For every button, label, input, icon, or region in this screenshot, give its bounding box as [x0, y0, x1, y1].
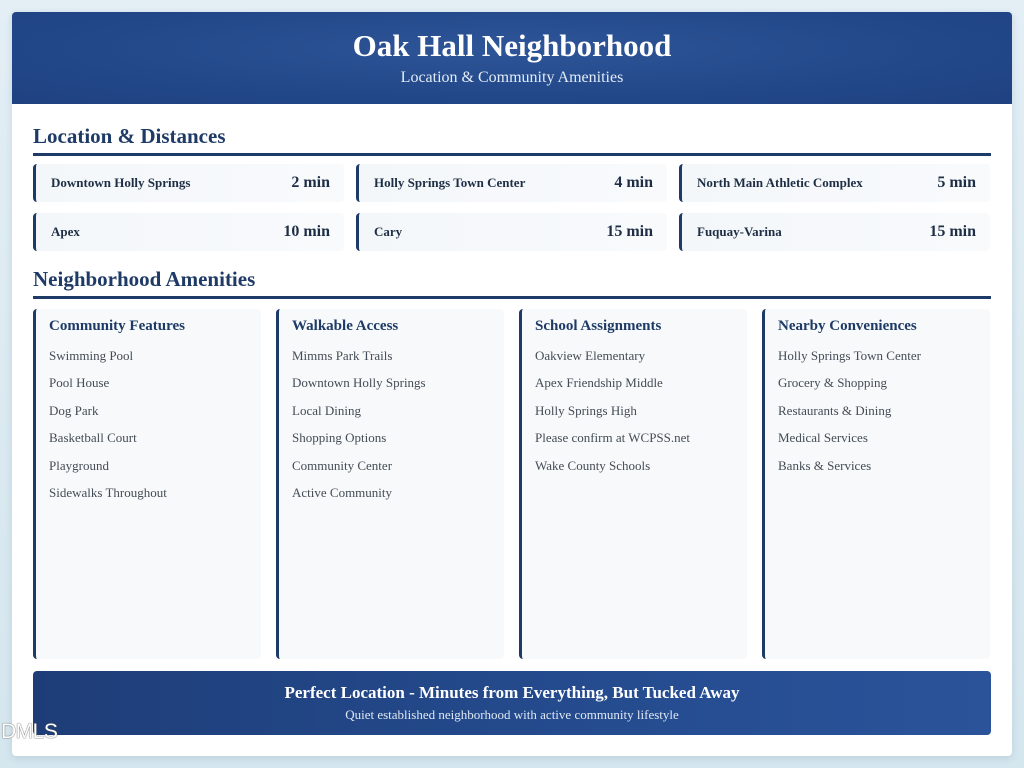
footer-title: Perfect Location - Minutes from Everything, But Tucked Away: [284, 683, 740, 702]
distance-name: Fuquay-Varina: [697, 224, 782, 239]
list-item: Restaurants & Dining: [778, 402, 892, 418]
list-item: Mimms Park Trails: [292, 348, 393, 363]
amenity-list: [778, 342, 990, 479]
distance-time: 10 min: [283, 223, 330, 240]
list-item: Downtown Holly Springs: [292, 375, 426, 391]
flyer-card: [12, 12, 1012, 756]
distance-name: Cary: [374, 224, 403, 239]
page-subtitle: Location & Community Amenities: [400, 69, 624, 86]
distance-item: [356, 164, 667, 202]
list-item: Swimming Pool: [49, 348, 134, 363]
list-item: Apex Friendship Middle: [535, 375, 663, 391]
footer-banner: [33, 671, 991, 735]
distance-item: [679, 213, 990, 251]
distance-name: North Main Athletic Complex: [697, 175, 863, 190]
list-item: Community Center: [292, 457, 393, 473]
amenity-column-title: School Assignments: [535, 318, 662, 334]
amenity-column-walkable-access: [276, 309, 504, 659]
footer-subtitle: Quiet established neighborhood with active community lifestyle: [345, 707, 679, 722]
distance-name: Downtown Holly Springs: [51, 175, 191, 190]
amenities-section-title: Neighborhood Amenities: [33, 267, 991, 299]
list-item: Shopping Options: [292, 430, 387, 446]
amenity-column-nearby-conveniences: [762, 309, 990, 659]
list-item: Holly Springs High: [535, 402, 637, 418]
amenity-column-school-assignments: [519, 309, 747, 659]
distance-name: Holly Springs Town Center: [374, 175, 526, 190]
distance-item: [679, 164, 990, 202]
list-item: Sidewalks Throughout: [49, 484, 167, 500]
distance-item: [33, 164, 344, 202]
distance-time: 4 min: [614, 174, 653, 191]
distances-section-title: Location & Distances: [33, 124, 991, 156]
distance-item: [356, 213, 667, 251]
amenity-list: [49, 342, 261, 506]
list-item: Holly Springs Town Center: [778, 348, 921, 363]
header-banner: [12, 12, 1012, 104]
distance-name: Apex: [51, 224, 80, 239]
amenity-list: [292, 342, 504, 506]
list-item: Wake County Schools: [535, 457, 651, 473]
list-item: Pool House: [49, 375, 110, 391]
mls-watermark: DMLS: [1, 720, 58, 743]
list-item: Playground: [49, 457, 109, 473]
amenity-column-title: Walkable Access: [292, 318, 399, 334]
distance-item: [33, 213, 344, 251]
amenity-column-community-features: [33, 309, 261, 659]
amenity-list: [535, 342, 747, 479]
list-item: Dog Park: [49, 402, 99, 418]
distance-time: 15 min: [929, 223, 976, 240]
list-item: Oakview Elementary: [535, 348, 646, 363]
list-item: Medical Services: [778, 430, 868, 446]
list-item: Please confirm at WCPSS.net: [535, 430, 691, 446]
list-item: Local Dining: [292, 402, 361, 418]
list-item: Grocery & Shopping: [778, 375, 888, 391]
amenity-column-title: Community Features: [49, 318, 185, 334]
list-item: Basketball Court: [49, 430, 137, 446]
list-item: Banks & Services: [778, 457, 872, 473]
list-item: Active Community: [292, 484, 393, 500]
distance-time: 5 min: [937, 174, 976, 191]
distance-time: 2 min: [291, 174, 330, 191]
distance-time: 15 min: [606, 223, 653, 240]
page-title: Oak Hall Neighborhood: [352, 28, 672, 63]
amenity-column-title: Nearby Conveniences: [778, 318, 917, 334]
